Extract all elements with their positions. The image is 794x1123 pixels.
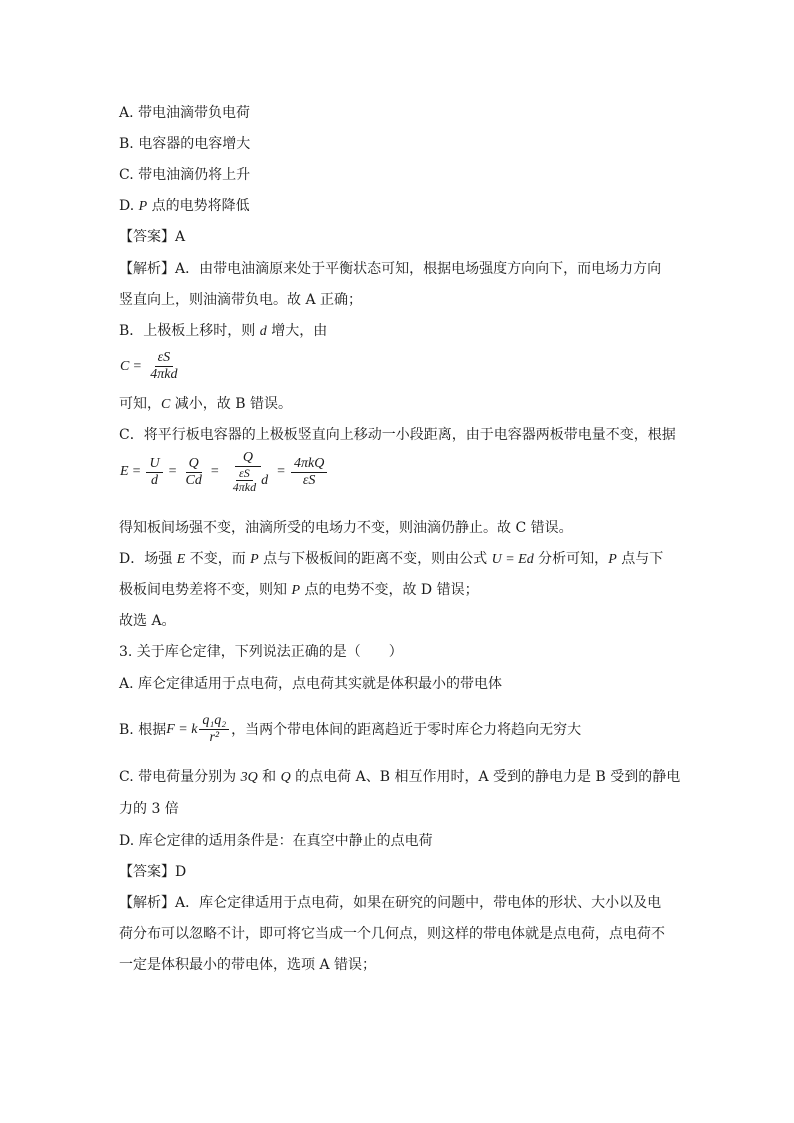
q2-explanation-d-line2 xyxy=(119,580,479,601)
text: 分析可知， xyxy=(533,551,609,567)
fraction xyxy=(183,456,205,489)
q2-explanation-b-line2 xyxy=(119,394,292,415)
equals-sign: = xyxy=(277,464,285,479)
numerator: εS xyxy=(155,350,174,367)
denominator: Cd xyxy=(185,472,202,488)
var-p: P xyxy=(250,552,259,567)
q3-option-b xyxy=(119,713,581,746)
text: 和 xyxy=(257,769,281,785)
fraction xyxy=(291,456,327,489)
var-q: Q xyxy=(280,770,291,785)
q2-explanation-c-line2: 得知板间场强不变，油滴所受的电场力不变，则油滴仍静止。故 C 错误。 xyxy=(119,520,573,536)
numerator: U xyxy=(146,456,162,473)
q3-answer: 【答案】D xyxy=(119,864,187,880)
q2-explanation-a-line2: 竖直向上，则油滴带负电。故 A 正确； xyxy=(119,292,363,308)
q3-option-c-line1 xyxy=(119,767,680,788)
q3-explanation-line1: 【解析】A．库仑定律适用于点电荷，如果在研究的问题中，带电体的形状、大小以及电 xyxy=(119,895,662,911)
var-3q: 3Q xyxy=(240,770,258,785)
q2-option-b: B. 电容器的电容增大 xyxy=(119,136,251,152)
var-e: E xyxy=(176,552,186,567)
text: 的点电荷 A、B 相互作用时，A 受到的静电力是 B 受到的静电 xyxy=(290,769,681,785)
formula-u-ed: U = Ed xyxy=(491,552,534,567)
fraction xyxy=(147,350,180,383)
equals-sign: = xyxy=(132,464,141,479)
q2-option-a: A. 带电油滴带负电荷 xyxy=(119,105,251,121)
text: 不变，而 xyxy=(185,551,251,567)
denominator: r² xyxy=(209,730,220,745)
q3-explanation-line2: 荷分布可以忽略不计，即可将它当成一个几何点，则这样的带电体就是点电荷，点电荷不 xyxy=(119,926,665,942)
denominator: d xyxy=(151,472,159,488)
numerator: 4πkQ xyxy=(291,456,327,473)
q2-explanation-b-line1 xyxy=(119,321,327,342)
text: 减小，故 B 错误。 xyxy=(170,396,292,412)
inner-fraction xyxy=(230,467,259,494)
q3-option-d: D. 库仑定律的适用条件是：在真空中静止的点电荷 xyxy=(119,833,433,849)
denominator xyxy=(225,467,271,494)
text: 点的电势将降低 xyxy=(147,198,250,214)
formula-lhs: C xyxy=(120,358,130,374)
denominator: 4πkd xyxy=(232,480,257,494)
var-d: d xyxy=(259,324,267,339)
q3-explanation-line3: 一定是体积最小的带电体，选项 A 错误； xyxy=(119,957,377,973)
text: 极板间电势差将不变，则知 xyxy=(119,582,292,598)
text: ，当两个带电体间的距离趋近于零时库仑力将趋向无穷大 xyxy=(231,721,582,738)
text: B. 根据 xyxy=(119,721,167,738)
numerator: εS xyxy=(236,467,253,481)
q2-explanation-a-line1: 【解析】A．由带电油滴原来处于平衡状态可知，根据电场强度方向向下，而电场力方向 xyxy=(119,261,662,277)
text: 可知， xyxy=(119,396,161,412)
text: 增大，由 xyxy=(266,323,328,339)
denominator: 4πkd xyxy=(150,367,178,382)
text: 点与下 xyxy=(616,551,664,567)
q2-explanation-d-line1 xyxy=(119,549,663,570)
compound-fraction xyxy=(225,450,271,494)
formula-field-strength xyxy=(120,450,329,494)
numerator: q₁q₂ xyxy=(199,713,229,730)
equals-sign: = xyxy=(210,464,219,479)
text: C. 带电荷量分别为 xyxy=(119,769,241,785)
text: 点与下极板间的距离不变，则由公式 xyxy=(258,551,492,567)
formula-lhs: E xyxy=(120,464,129,479)
q3-option-c-line2: 力的 3 倍 xyxy=(119,801,179,817)
q2-option-d xyxy=(119,196,250,217)
q3-stem: 3. 关于库仑定律，下列说法正确的是（ ） xyxy=(119,644,403,660)
denominator: εS xyxy=(302,472,316,488)
q2-explanation-c-line1: C．将平行板电容器的上极板竖直向上移动一小段距离，由于电容器两板带电量不变，根据 xyxy=(119,427,676,443)
q2-conclusion: 故选 A。 xyxy=(119,613,176,629)
var-p: P xyxy=(138,199,148,214)
fraction xyxy=(199,713,229,746)
q3-option-a: A. 库仑定律适用于点电荷，点电荷其实就是体积最小的带电体 xyxy=(119,676,503,692)
q2-answer: 【答案】A xyxy=(119,229,186,245)
numerator: Q xyxy=(186,456,202,473)
q2-option-c: C. 带电油滴仍将上升 xyxy=(119,167,251,183)
formula-lhs: F = k xyxy=(166,721,198,737)
text: D．场强 xyxy=(119,551,177,567)
equals-sign: = xyxy=(133,358,142,374)
equals-sign: = xyxy=(168,464,177,479)
var-p: P xyxy=(291,583,301,598)
text: 点的电势不变，故 D 错误； xyxy=(300,582,479,598)
numerator: Q xyxy=(235,450,261,467)
var-c: C xyxy=(161,397,171,412)
var-d: d xyxy=(261,472,269,488)
text: D. xyxy=(119,198,139,214)
formula-capacitance xyxy=(120,350,182,383)
fraction xyxy=(146,456,162,489)
text: B．上极板上移时，则 xyxy=(119,323,260,339)
var-p: P xyxy=(608,552,617,567)
